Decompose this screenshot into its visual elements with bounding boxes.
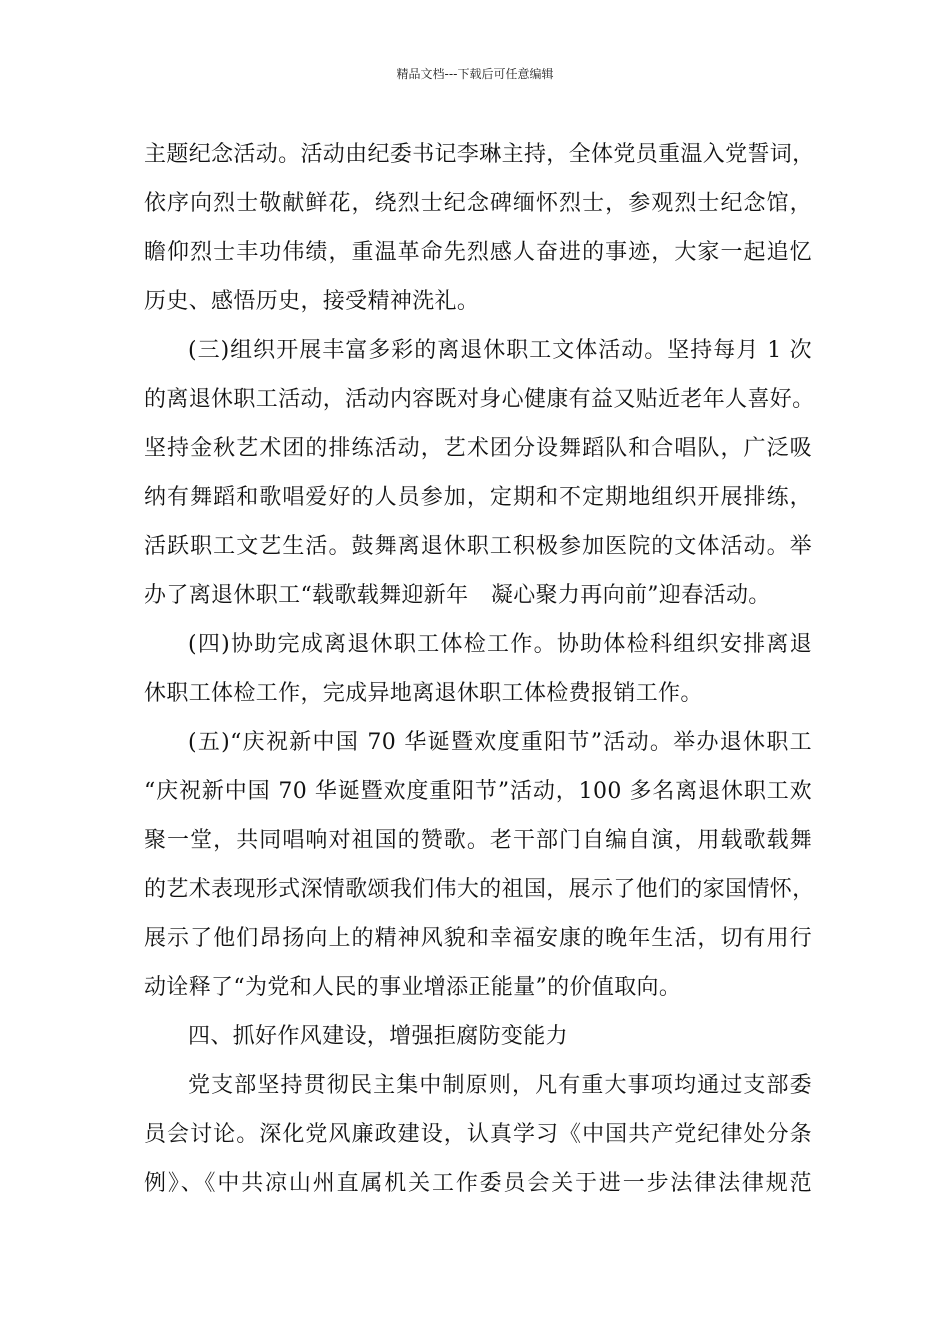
text-line: (四)协助完成离退休职工体检工作。协助体检科组织安排离退 (188, 632, 812, 657)
text-line: 的艺术表现形式深情歌颂我们伟大的祖国，展示了他们的家国情怀， (144, 877, 815, 902)
text-line: 休职工体检工作，完成异地离退休职工体检费报销工作。 (144, 681, 703, 706)
page-header: 精品文档---下载后可任意编辑 (396, 67, 554, 81)
section-heading: 四、抓好作风建设，增强拒腐防变能力 (188, 1024, 568, 1049)
text-line: 依序向烈士敬献鲜花，绕烈士纪念碑缅怀烈士，参观烈士纪念馆， (144, 191, 812, 216)
text-line: 纳有舞蹈和歌唱爱好的人员参加，定期和不定期地组织开展排练， (144, 485, 812, 510)
text-line: 例》、《中共凉山州直属机关工作委员会关于进一步法律法律规范 (144, 1171, 812, 1196)
text-line: 主题纪念活动。活动由纪委书记李琳主持，全体党员重温入党誓词， (144, 142, 815, 167)
text-line: (三)组织开展丰富多彩的离退休职工文体活动。坚持每月 1 次 (188, 338, 812, 363)
text-line: 瞻仰烈士丰功伟绩，重温革命先烈感人奋进的事迹，大家一起追忆 (144, 240, 812, 265)
text-line: 活跃职工文艺生活。鼓舞离退休职工积极参加医院的文体活动。举 (144, 534, 812, 559)
text-line: 展示了他们昂扬向上的精神风貌和幸福安康的晚年生活，切有用行 (144, 926, 812, 951)
text-line: 坚持金秋艺术团的排练活动，艺术团分设舞蹈队和合唱队，广泛吸 (144, 436, 812, 461)
text-line: 党支部坚持贯彻民主集中制原则，凡有重大事项均通过支部委 (188, 1073, 812, 1098)
text-line: 聚一堂，共同唱响对祖国的赞歌。老干部门自编自演，用载歌载舞 (144, 828, 812, 853)
document-body (144, 130, 815, 1208)
text-line: 员会讨论。深化党风廉政建设，认真学习《中国共产党纪律处分条 (144, 1122, 812, 1147)
text-line: 办了离退休职工“载歌载舞迎新年 凝心聚力再向前”迎春活动。 (144, 583, 771, 608)
text-line: (五)“庆祝新中国 70 华诞暨欢度重阳节”活动。举办退休职工 (188, 730, 812, 755)
text-line: 历史、感悟历史，接受精神洗礼。 (144, 289, 480, 314)
text-line: 动诠释了“为党和人民的事业增添正能量”的价值取向。 (144, 975, 682, 1000)
text-line: “庆祝新中国 70 华诞暨欢度重阳节”活动，100 多名离退休职工欢 (144, 779, 812, 804)
text-line: 的离退休职工活动，活动内容既对身心健康有益又贴近老年人喜好。 (144, 387, 815, 412)
